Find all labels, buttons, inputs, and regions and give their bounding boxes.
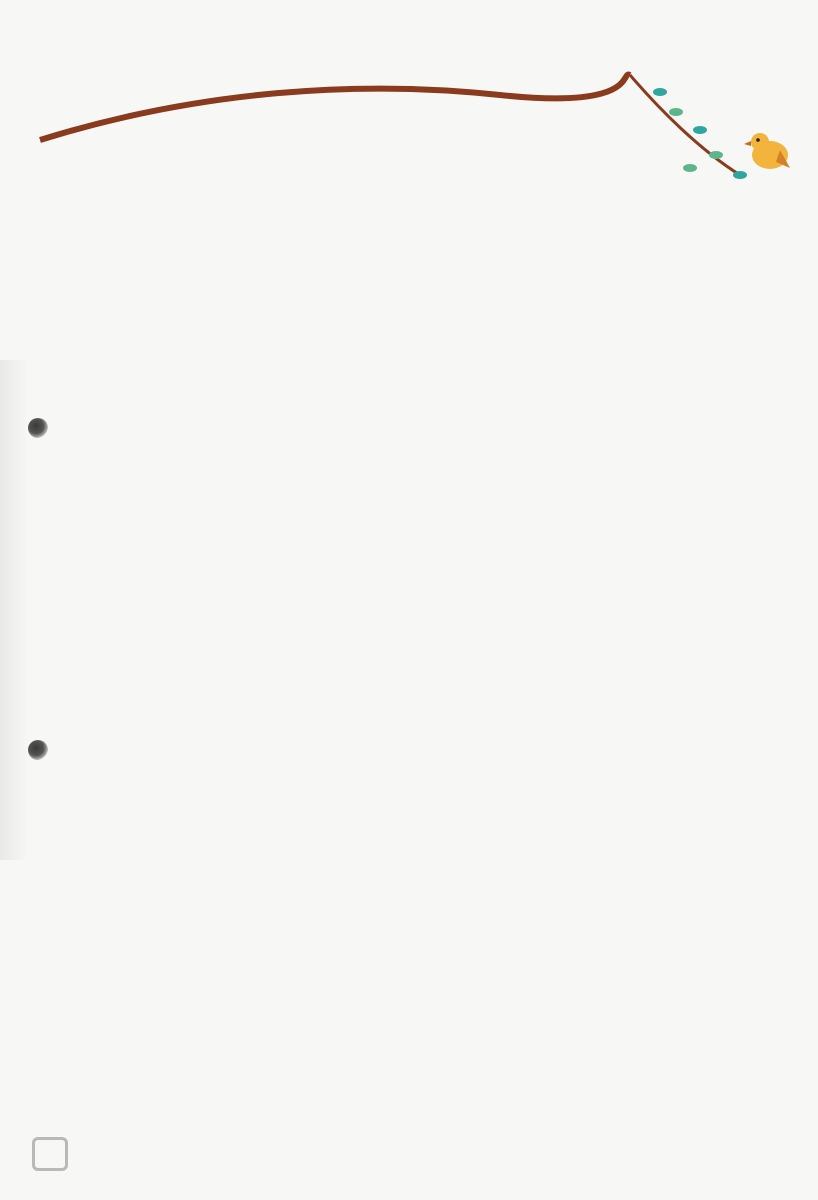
bottom-flower-garland bbox=[0, 1068, 818, 1128]
punch-hole-top bbox=[28, 418, 48, 438]
leaf-sprigs bbox=[653, 88, 747, 179]
top-flower-garland bbox=[0, 0, 818, 210]
bird-icon bbox=[744, 133, 790, 169]
camscanner-logo bbox=[32, 1137, 68, 1171]
paper-edge bbox=[0, 360, 28, 860]
punch-hole-bottom bbox=[28, 740, 48, 760]
